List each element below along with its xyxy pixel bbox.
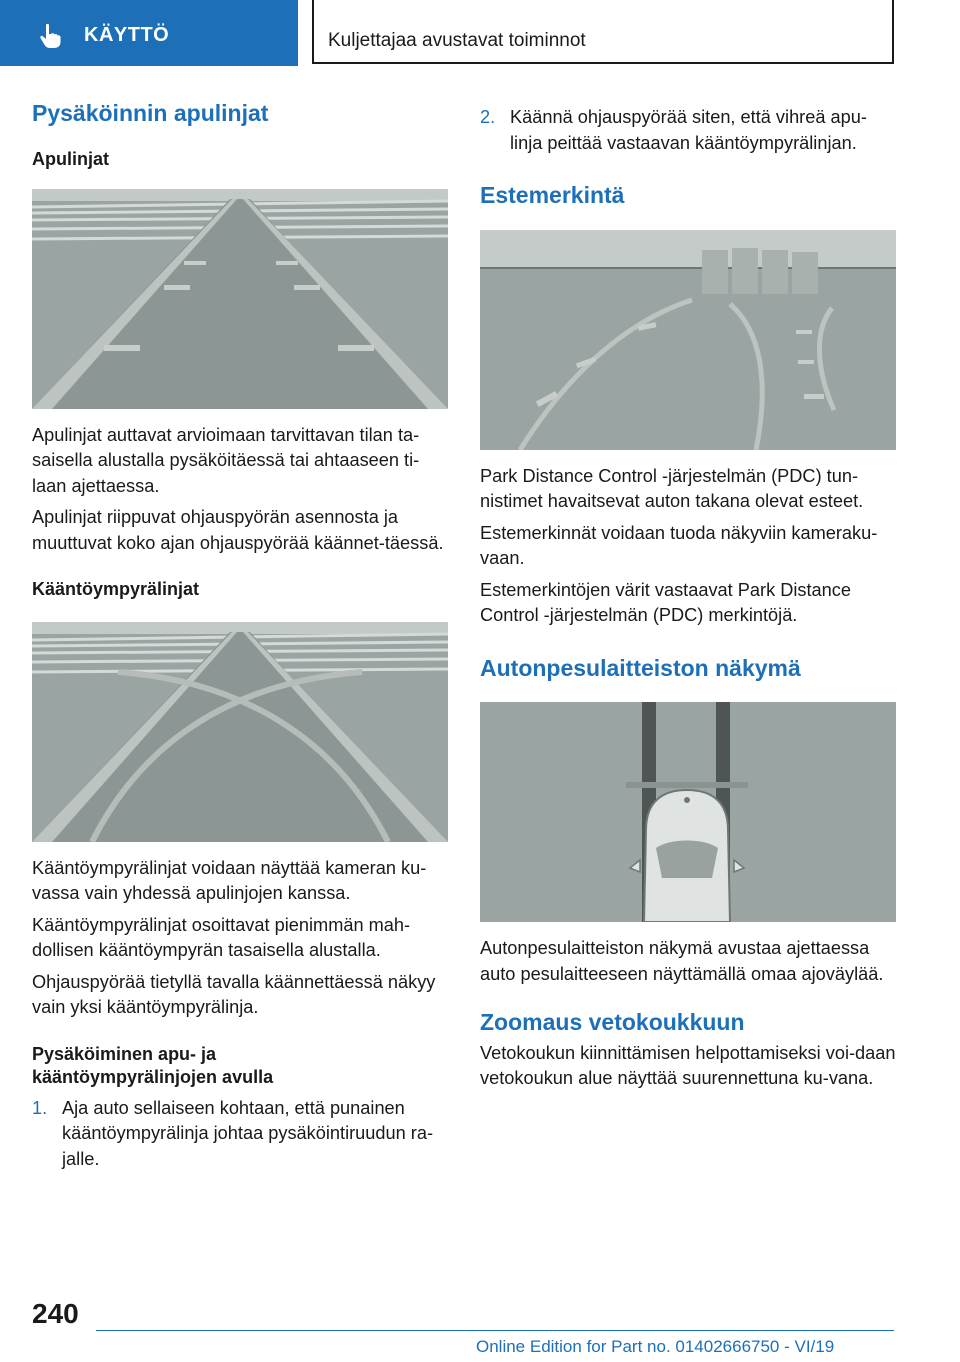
guide-lines-image	[32, 189, 448, 409]
paragraph-guide-lines-2: Apulinjat riippuvat ohjauspyörän asennosta ja muuttuvat koko ajan ohjauspyörää käännet-täessä.	[32, 507, 444, 553]
paragraph-zoom-tow-hitch: Vetokoukun kiinnittämisen helpottamiseksi voi-daan vetokoukun alue näyttää suurennettuna ku-vana.	[480, 1042, 896, 1089]
section-title-car-wash-view: Autonpesulaitteiston näkymä	[480, 654, 801, 681]
paragraph-obstacle-1: Park Distance Control -järjestelmän (PDC) tun-nistimet havaitsevat auton takana olevat esteet.	[480, 465, 864, 512]
paragraph-obstacle-2: Estemerkinnät voidaan tuoda näkyviin kameraku-vaan.	[480, 522, 878, 569]
section-title-zoom-tow-hitch: Zoomaus vetokoukkuun	[480, 1009, 745, 1036]
page-number: 240	[32, 1298, 79, 1329]
breadcrumb	[312, 0, 894, 64]
paragraph-turning-2: Kääntöympyrälinjat osoittavat pienimmän mah-dollisen kääntöympyrän tasaisella alustalla.	[32, 914, 411, 961]
left-column	[32, 100, 448, 1172]
paragraph-car-wash: Autonpesulaitteiston näkymä avustaa ajettaessa auto pesulaitteeseen näyttämällä omaa ajoväylää.	[480, 938, 884, 984]
subheading-line-2: kääntöympyrälinjojen avulla	[32, 1067, 274, 1088]
section-tab	[0, 0, 298, 66]
subheading-guide-lines: Apulinjat	[32, 148, 109, 169]
obstacle-marking-image	[480, 230, 896, 450]
section-title-parking-guides: Pysäköinnin apulinjat	[32, 100, 269, 126]
step-2	[480, 105, 896, 156]
paragraph-turning-3: Ohjauspyörää tietyllä tavalla käännettäessä näkyy vain yksi kääntöympyrälinja.	[32, 971, 436, 1018]
step-1-text: Aja auto sellaiseen kohtaan, että punainen kääntöympyrälinja johtaa pysäköintiruudun ra-jalle.	[62, 1097, 434, 1169]
section-title-obstacle-marking: Estemerkintä	[480, 182, 625, 208]
paragraph-turning-1: Kääntöympyrälinjat voidaan näyttää kameran ku-vassa vain yhdessä apulinjojen kanssa.	[32, 857, 427, 904]
step-2-text: Käännä ohjauspyörää siten, että vihreä apu-linja peittää vastaavan kääntöympyrälinjan.	[510, 107, 867, 153]
subheading-turning-circle-lines: Kääntöympyrälinjat	[32, 579, 200, 600]
right-column	[480, 100, 896, 1092]
paragraph-guide-lines-1: Apulinjat auttavat arvioimaan tarvittavan tilan ta-saisella alustalla pysäköitäessä tai ahtaaseen ti-laan ajettaessa.	[32, 424, 420, 496]
paragraph-obstacle-3: Estemerkintöjen värit vastaavat Park Distance Control -järjestelmän (PDC) merkintöjä.	[480, 579, 851, 626]
footer-edition-text: Online Edition for Part no. 01402666750 - VI/19	[476, 1337, 835, 1356]
step-1-number: 1.	[32, 1097, 48, 1118]
breadcrumb-text: Kuljettajaa avustavat toiminnot	[328, 30, 586, 51]
section-label: KÄYTTÖ	[84, 24, 170, 46]
subheading-line-1: Pysäköiminen apu- ja	[32, 1043, 217, 1064]
hand-pointer-icon	[36, 22, 64, 50]
subheading-parking-with-lines	[32, 1043, 448, 1090]
step-2-number: 2.	[480, 107, 496, 127]
step-1	[32, 1096, 448, 1173]
footer-divider	[96, 1330, 894, 1331]
turning-circle-lines-image	[32, 622, 448, 842]
car-wash-view-image	[480, 702, 896, 922]
